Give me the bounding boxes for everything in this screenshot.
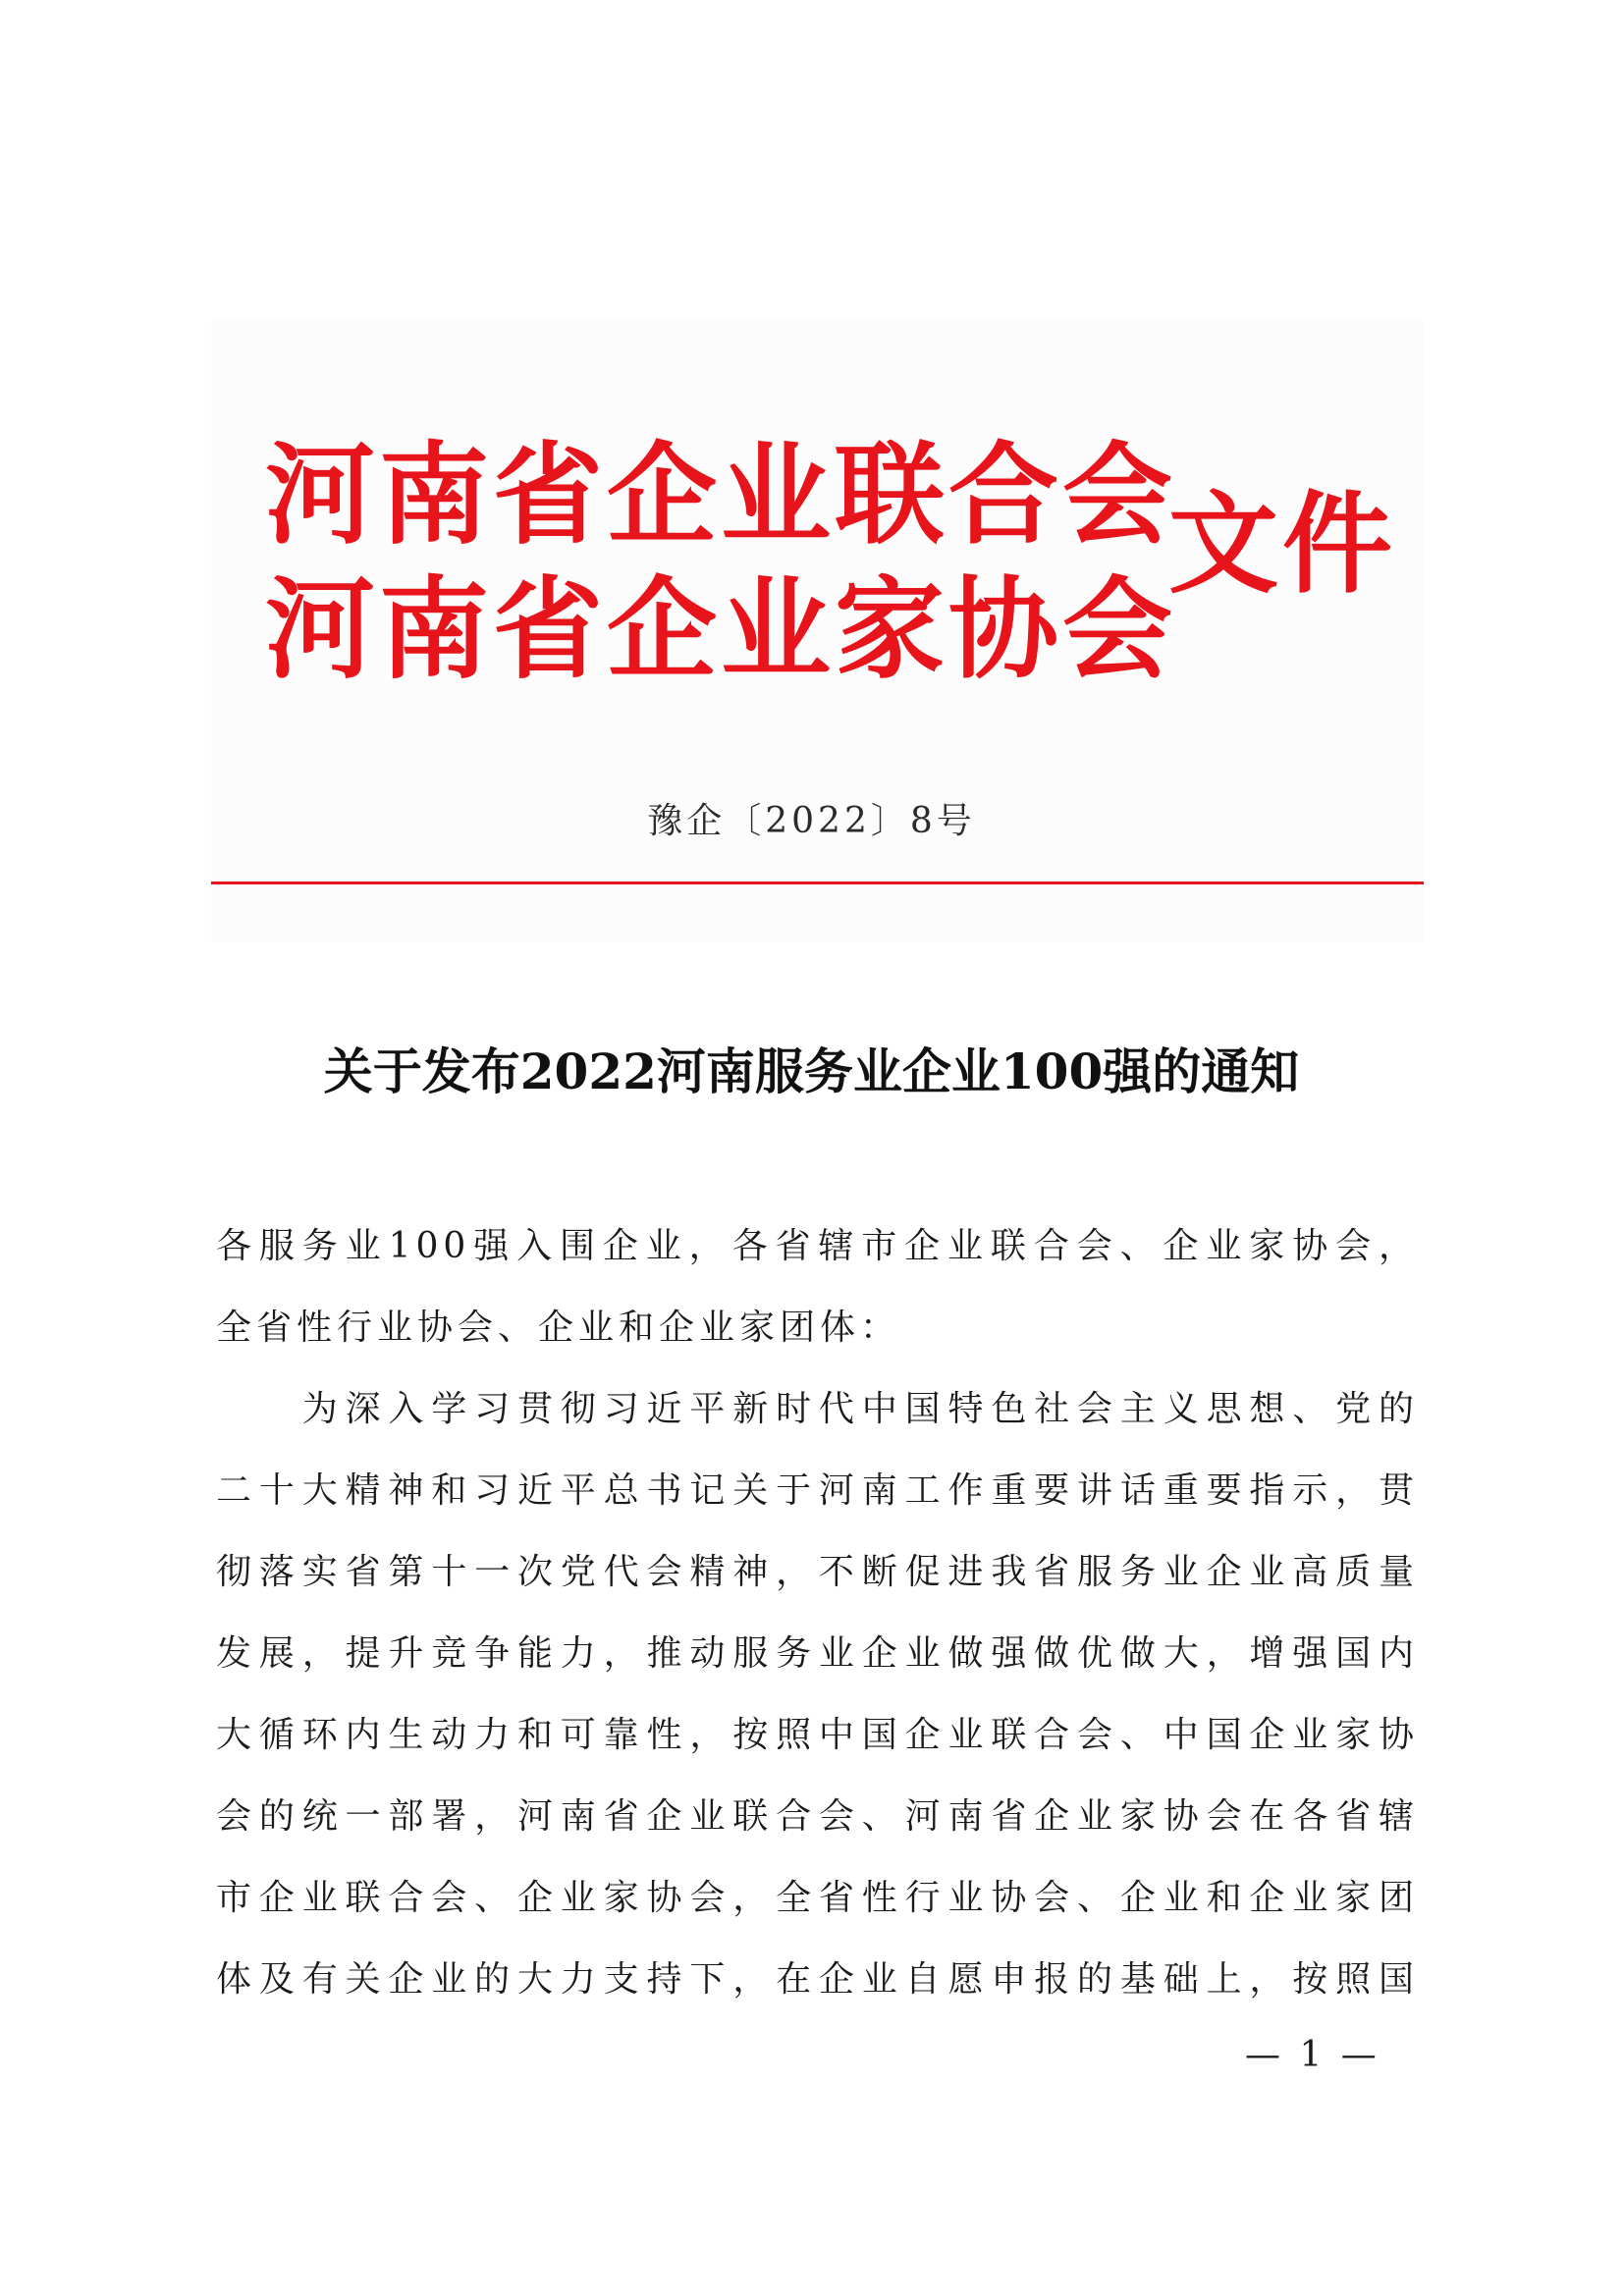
body-line-7: 大循环内生动力和可靠性，按照中国企业联合会、中国企业家协 (216, 1715, 1419, 1755)
org-name-2: 河南省企业家协会 (265, 566, 1176, 694)
body-line-4: 二十大精神和习近平总书记关于河南工作重要讲话重要指示，贯 (216, 1470, 1419, 1511)
body-line-1: 各服务业100强入围企业，各省辖市企业联合会、企业家协会， (216, 1226, 1419, 1266)
body-line-2: 全省性行业协会、企业和企业家团体： (216, 1308, 901, 1348)
body-line-6: 发展，提升竞争能力，推动服务业企业做强做优做大，增强国内 (216, 1633, 1419, 1674)
body-line-5: 彻落实省第十一次党代会精神，不断促进我省服务业企业高质量 (216, 1552, 1419, 1592)
page-number: — 1 — (1245, 2035, 1380, 2075)
body-line-3: 为深入学习贯彻习近平新时代中国特色社会主义思想、党的 (216, 1389, 1419, 1429)
document-number: 豫企〔2022〕8号 (647, 801, 976, 841)
red-divider-line (211, 881, 1424, 884)
body-line-9: 市企业联合会、企业家协会，全省性行业协会、企业和企业家团 (216, 1878, 1419, 1918)
org-name-1: 河南省企业联合会 (265, 432, 1176, 560)
body-line-10: 体及有关企业的大力支持下，在企业自愿申报的基础上，按照国 (216, 1959, 1419, 2000)
document-type-label: 文件 (1168, 481, 1396, 609)
body-line-8: 会的统一部署，河南省企业联合会、河南省企业家协会在各省辖 (216, 1796, 1419, 1837)
body-text (216, 1205, 1419, 2020)
letterhead-header (265, 427, 1396, 702)
notice-title: 关于发布2022河南服务业企业100强的通知 (323, 1042, 1300, 1100)
